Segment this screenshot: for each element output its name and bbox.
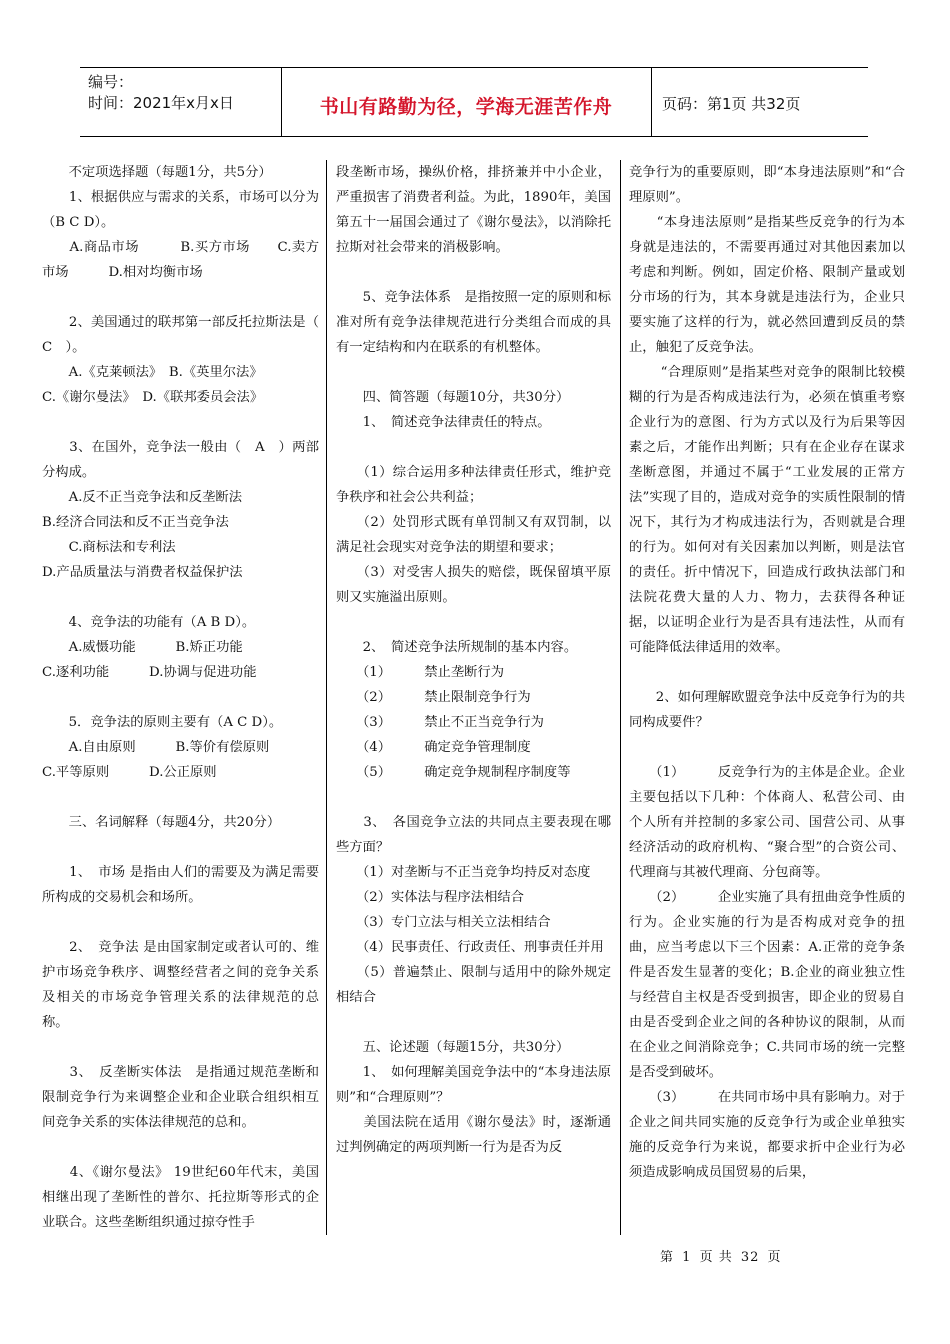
- header-motto-cell: [281, 68, 652, 136]
- blank-line: [336, 260, 611, 285]
- blank-line: [336, 610, 611, 635]
- footer-suffix: 页: [767, 1250, 782, 1265]
- paragraph: C.《谢尔曼法》 D.《联邦委员会法》: [42, 390, 264, 405]
- paragraph: （2） 禁止限制竞争行为: [336, 690, 531, 705]
- paragraph: （3） 禁止不正当竞争行为: [336, 715, 544, 730]
- footer-total-pages: 32: [740, 1250, 760, 1265]
- paragraph: 段垄断市场，操纵价格，排挤兼并中小企业，严重损害了消费者利益。为此，1890年，美国第五十一届国会通过了《谢尔曼法》，以消除托拉斯对社会带来的消极影响。: [336, 165, 611, 255]
- paragraph: A.自由原则 B.等价有偿原则: [42, 740, 270, 755]
- paragraph: C.平等原则 D.公正原则: [42, 765, 217, 780]
- paragraph: “本身违法原则”是指某些反竞争的行为本身就是违法的，不需要再通过对其他因素加以考虑和判断。例如，固定价格、限制产量或划分市场的行为，其本身就是违法行为，企业只要实施了这样的行为，就必然回遭到反员的禁止，触犯了反竞争法。: [629, 215, 905, 355]
- paragraph: 1、根据供应与需求的关系，市场可以分为（B C D）。: [42, 190, 319, 230]
- blank-line: [42, 410, 319, 435]
- paragraph: （1） 反竞争行为的主体是企业。企业主要包括以下几种：个体商人、私营公司、由个人所有并控制的多家公司、国营公司、从事经济活动的政府机构、“聚合型”的合资公司、代理商与其被代理商、分包商等。: [629, 765, 905, 880]
- blank-line: [42, 1135, 319, 1160]
- paragraph: C.商标法和专利法: [42, 540, 176, 555]
- paragraph: D.产品质量法与消费者权益保护法: [42, 565, 243, 580]
- time-line: 时间：2021年x月x日: [88, 94, 234, 112]
- paragraph: A.《克莱顿法》 B.《英里尔法》: [42, 365, 263, 380]
- text-column-1: [42, 160, 333, 1235]
- paragraph: （3） 在共同市场中具有影响力。对于企业之间共同实施的反竞争行为或企业单独实施的反竞争行为来说，都要求折中企业行为必须造成影响成员国贸易的后果，: [629, 1090, 905, 1180]
- paragraph: A.威慑功能 B.矫正功能: [42, 640, 243, 655]
- column-divider: [620, 160, 621, 1235]
- paragraph: 三、名词解释（每题4分，共20分）: [42, 815, 281, 830]
- paragraph: （4） 确定竞争管理制度: [336, 740, 531, 755]
- blank-line: [42, 585, 319, 610]
- footer-middle: 页 共: [699, 1250, 733, 1265]
- blank-line: [42, 785, 319, 810]
- blank-line: [629, 660, 905, 685]
- paragraph: 不定项选择题（每题1分，共5分）: [42, 165, 272, 180]
- paragraph: 5．竞争法的原则主要有（A C D）。: [42, 715, 283, 730]
- paragraph: 3、 各国竞争立法的共同点主要表现在哪些方面？: [336, 815, 611, 855]
- serial-label: 编号：: [88, 73, 134, 91]
- blank-line: [42, 835, 319, 860]
- paragraph: 四、简答题（每题10分，共30分）: [336, 390, 570, 405]
- paragraph: 竞争行为的重要原则，即“本身违法原则”和“合理原则”。: [629, 165, 905, 205]
- paragraph: 2、 简述竞争法所规制的基本内容。: [336, 640, 578, 655]
- paragraph: 3、在国外，竞争法一般由（ A ）两部分构成。: [42, 440, 319, 480]
- paragraph: （3）对受害人损失的赔偿，既保留填平原则又实施溢出原则。: [336, 565, 611, 605]
- blank-line: [42, 1035, 319, 1060]
- paragraph: （2）实体法与程序法相结合: [336, 890, 524, 905]
- paragraph: 美国法院在适用《谢尔曼法》时，逐渐通过判例确定的两项判断一行为是否为反: [336, 1115, 611, 1155]
- paragraph: （4）民事责任、行政责任、刑事责任并用: [336, 940, 604, 955]
- paragraph: （2）处罚形式既有单罚制又有双罚制，以满足社会现实对竞争法的期望和要求；: [336, 515, 611, 555]
- paragraph: B.经济合同法和反不正当竞争法: [42, 515, 229, 530]
- page-header: [80, 67, 868, 137]
- paragraph: A.商品市场 B.买方市场 C.卖方市场 D.相对均衡市场: [42, 240, 319, 280]
- paragraph: （2） 企业实施了具有扭曲竞争性质的行为。企业实施的行为是否构成对竞争的扭曲，应当考虑以下三个因素：A.正常的竞争条件是否发生显著的变化；B.企业的商业独立性与经营自主权是否受到损害，即企业的贸易自由是否受到企业之间的各种协议的限制，从而在企业之间消除竞争；C.共同市场的统一完整是否受到破坏。: [629, 890, 905, 1080]
- paragraph: 5、竞争法体系 是指按照一定的原则和标准对所有竞争法律规范进行分类组合而成的具有一定结构和内在联系的有机整体。: [336, 290, 611, 355]
- text-column-2: [336, 160, 611, 1235]
- blank-line: [336, 785, 611, 810]
- blank-line: [629, 735, 905, 760]
- header-info-cell: [80, 68, 282, 136]
- paragraph: 五、论述题（每题15分，共30分）: [336, 1040, 570, 1055]
- footer-current-page: 1: [682, 1250, 692, 1265]
- blank-line: [336, 360, 611, 385]
- blank-line: [42, 285, 319, 310]
- blank-line: [42, 685, 319, 710]
- paragraph: （5）普遍禁止、限制与适用中的除外规定相结合: [336, 965, 611, 1005]
- paragraph: （3）专门立法与相关立法相结合: [336, 915, 551, 930]
- paragraph: 3、 反垄断实体法 是指通过规范垄断和限制竞争行为来调整企业和企业联合组织相互间竞争关系的实体法律规范的总和。: [42, 1065, 319, 1130]
- paragraph: 2、如何理解欧盟竞争法中反竞争行为的共同构成要件？: [629, 690, 905, 730]
- paragraph: 2、美国通过的联邦第一部反托拉斯法是（ C ）。: [42, 315, 333, 355]
- paragraph: 1、 如何理解美国竞争法中的“本身违法原则”和“合理原则”？: [336, 1065, 611, 1105]
- footer-prefix: 第: [660, 1250, 675, 1265]
- paragraph: （1） 禁止垄断行为: [336, 665, 505, 680]
- paragraph: C.逐利功能 D.协调与促进功能: [42, 665, 257, 680]
- paragraph: 1、 简述竞争法律责任的特点。: [336, 415, 551, 430]
- paragraph: 4、竞争法的功能有（A B D）。: [42, 615, 256, 630]
- blank-line: [42, 910, 319, 935]
- page-footer: [660, 1246, 785, 1265]
- paragraph: （5） 确定竞争规制程序制度等: [336, 765, 571, 780]
- paragraph: 2、 竞争法 是由国家制定或者认可的、维护市场竞争秩序、调整经营者之间的竞争关系及相关的市场竞争管理关系的法律规范的总称。: [42, 940, 319, 1030]
- paragraph: 4、《谢尔曼法》 19世纪60年代末，美国相继出现了垄断性的普尔、托拉斯等形式的企业联合。这些垄断组织通过掠夺性手: [42, 1165, 319, 1230]
- page-code: 页码：第1页 共32页: [662, 95, 801, 113]
- paragraph: （1）对垄断与不正当竞争均持反对态度: [336, 865, 591, 880]
- blank-line: [336, 435, 611, 460]
- motto: 书山有路勤为径，学海无涯苦作舟: [319, 96, 613, 118]
- blank-line: [336, 1010, 611, 1035]
- header-page-cell: [652, 68, 868, 136]
- paragraph: （1）综合运用多种法律责任形式，维护竞争秩序和社会公共利益；: [336, 465, 611, 505]
- paragraph: A.反不正当竞争法和反垄断法: [42, 490, 242, 505]
- paragraph: “合理原则”是指某些对竞争的限制比较模糊的行为是否构成违法行为，必须在慎重考察企业行为的意图、行为方式以及行为后果等因素之后，才能作出判断；只有在企业存在谋求垄断意图，并通过不属于“工业发展的正常方法”实现了目的，造成对竞争的实质性限制的情况下，其行为才构成违法行为，否则就是合理的行为。如何对有关因素加以判断，则是法官的责任。折中情况下，回造成行政执法部门和法院花费大量的人力、物力，去获得各种证据，以证明企业行为是否具有违法性，从而有可能降低法律适用的效率。: [629, 365, 905, 655]
- text-column-3: [629, 160, 905, 1235]
- paragraph: 1、 市场 是指由人们的需要及为满足需要所构成的交易机会和场所。: [42, 865, 319, 905]
